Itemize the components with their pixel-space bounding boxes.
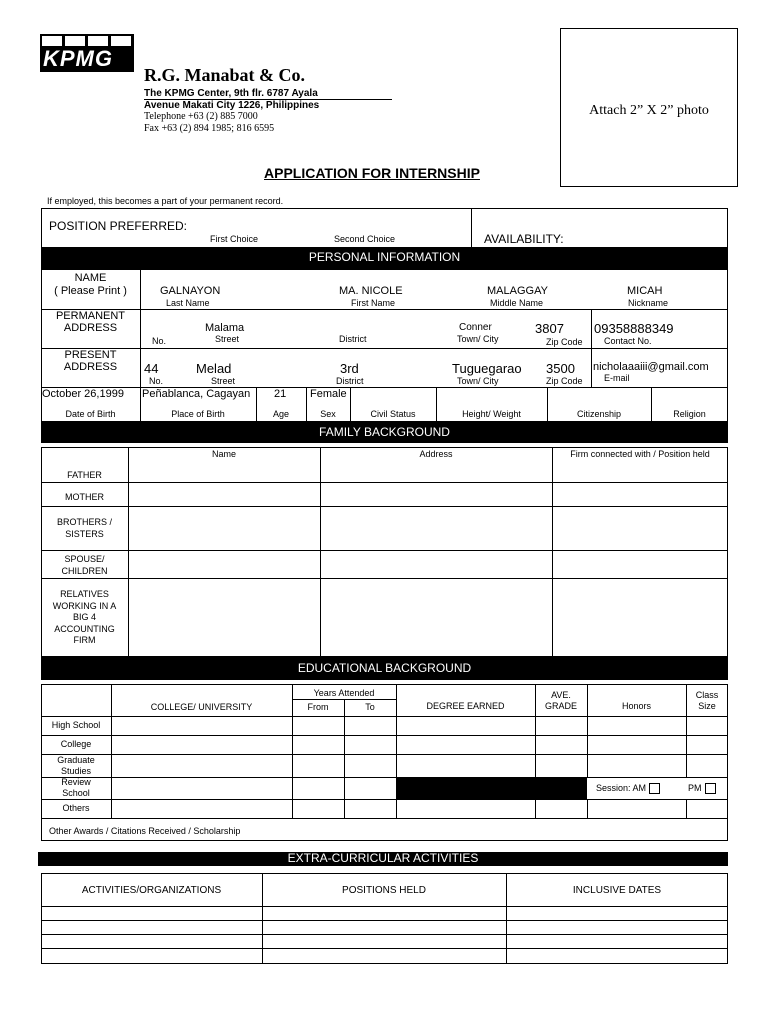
company-name: R.G. Manabat & Co. <box>144 65 305 85</box>
ave-grade-col: AVE. GRADE <box>544 690 577 711</box>
present-no-field[interactable]: 44 <box>144 361 159 376</box>
others-label: Others <box>62 803 90 813</box>
email-label: E-mail <box>604 373 630 383</box>
present-address-label: PRESENT ADDRESS <box>63 349 118 373</box>
kpmg-logo <box>40 34 134 72</box>
family-name-col: Name <box>211 449 236 459</box>
present-town-field[interactable]: Tuguegarao <box>452 361 522 376</box>
siblings-label: BROTHERS / SISTERS <box>56 517 112 539</box>
family-firm-col: Firm connected with / Position held <box>570 449 710 459</box>
present-zip-field[interactable]: 3500 <box>546 361 575 376</box>
last-name-label: Last Name <box>166 298 210 308</box>
perm-street-label: Street <box>215 334 240 344</box>
second-choice-field[interactable]: Second Choice <box>334 234 396 244</box>
relatives-label: RELATIVES WORKING IN A BIG 4 ACCOUNTING FIRM <box>52 589 117 645</box>
religion-label: Religion <box>673 409 706 419</box>
nickname-label: Nickname <box>628 298 669 308</box>
perm-district-label: District <box>339 334 367 344</box>
civil-status-label: Civil Status <box>370 409 416 419</box>
middle-name-label: Middle Name <box>490 298 544 308</box>
date-of-birth-field[interactable]: October 26,1999 <box>42 388 124 400</box>
nickname-field[interactable]: MICAH <box>627 285 663 297</box>
class-size-col: Class Size <box>695 690 719 711</box>
fax: Fax +63 (2) 894 1985; 816 6595 <box>144 123 275 134</box>
position-preferred-label: POSITION PREFERRED: <box>49 219 188 233</box>
contact-number-field[interactable]: 09358888349 <box>594 321 674 336</box>
pres-town-label: Town/ City <box>457 376 499 386</box>
permanent-address-label: PERMANENT ADDRESS <box>55 310 126 334</box>
graduate-studies-label: Graduate Studies <box>57 755 95 776</box>
to-col: To <box>365 702 375 712</box>
first-name-field[interactable]: MA. NICOLE <box>339 285 403 297</box>
address-line-1: The KPMG Center, 9th flr. 6787 Ayala <box>144 88 392 100</box>
pres-street-label: Street <box>211 376 236 386</box>
degree-earned-col: DEGREE EARNED <box>426 701 505 711</box>
checkbox-icon[interactable] <box>705 783 716 794</box>
availability-field[interactable]: AVAILABILITY: <box>484 232 564 246</box>
father-label: FATHER <box>67 470 102 480</box>
present-street-field[interactable]: Melad <box>196 361 232 376</box>
first-name-label: First Name <box>351 298 396 308</box>
permanent-zip-field[interactable]: 3807 <box>535 321 564 336</box>
pres-district-label: District <box>336 376 364 386</box>
permanent-record-note: If employed, this becomes a part of your permanent record. <box>47 196 284 206</box>
email-field[interactable]: nicholaaaiii@gmail.com <box>593 361 709 373</box>
personal-info-heading: PERSONAL INFORMATION <box>41 247 728 269</box>
dob-label: Date of Birth <box>65 409 116 419</box>
perm-town-label: Town/ City <box>457 334 499 344</box>
family-address-col: Address <box>419 449 453 459</box>
place-of-birth-field[interactable]: Peñablanca, Cagayan <box>142 388 251 400</box>
perm-no-label: No. <box>152 336 167 346</box>
sex-field[interactable]: Female <box>310 388 347 400</box>
college-label: College <box>60 739 92 749</box>
family-table <box>41 447 728 657</box>
sex-label: Sex <box>320 409 336 419</box>
high-school-label: High School <box>51 720 101 730</box>
years-attended-col: Years Attended <box>313 688 375 698</box>
name-label: NAME ( Please Print ) <box>54 272 127 297</box>
permanent-town-field[interactable]: Conner <box>459 322 492 333</box>
family-background-heading: FAMILY BACKGROUND <box>41 422 728 443</box>
college-university-col: COLLEGE/ UNIVERSITY <box>150 702 253 712</box>
last-name-field[interactable]: GALNAYON <box>160 285 221 297</box>
session-pm-checkbox[interactable]: PM <box>688 783 716 794</box>
honors-col: Honors <box>621 701 651 711</box>
contact-no-label: Contact No. <box>604 336 652 346</box>
from-col: From <box>307 702 329 712</box>
middle-name-field[interactable]: MALAGGAY <box>487 285 548 297</box>
first-choice-field[interactable]: First Choice <box>210 234 259 244</box>
education-heading: EDUCATIONAL BACKGROUND <box>41 657 728 680</box>
photo-box-label: Attach 2” X 2” photo <box>589 103 709 118</box>
activities-col: ACTIVITIES/ORGANIZATIONS <box>81 885 222 896</box>
other-awards-label: Other Awards / Citations Received / Scholarship <box>49 826 241 836</box>
inclusive-dates-col: INCLUSIVE DATES <box>572 885 662 896</box>
present-district-field[interactable]: 3rd <box>340 361 359 376</box>
mother-label: MOTHER <box>65 492 104 502</box>
form-title: APPLICATION FOR INTERNSHIP <box>264 165 480 181</box>
age-field[interactable]: 21 <box>274 388 287 400</box>
age-label: Age <box>272 409 289 419</box>
telephone: Telephone +63 (2) 885 7000 <box>144 111 258 122</box>
address-line-2: Avenue Makati City 1226, Philippines <box>144 100 320 111</box>
perm-zip-label: Zip Code <box>546 337 583 347</box>
spouse-label: SPOUSE/ CHILDREN <box>61 554 108 576</box>
checkbox-icon[interactable] <box>649 783 660 794</box>
review-school-blackout <box>396 777 587 799</box>
review-school-label: Review School <box>61 777 91 798</box>
positions-held-col: POSITIONS HELD <box>342 885 426 896</box>
photo-box[interactable] <box>560 28 738 187</box>
session-am-checkbox[interactable]: Session: AM <box>596 783 660 794</box>
pres-zip-label: Zip Code <box>546 376 583 386</box>
extracurricular-heading: EXTRA-CURRICULAR ACTIVITIES <box>38 852 728 866</box>
permanent-street-field[interactable]: Malama <box>205 322 245 334</box>
kpmg-logo-text: KPMG <box>43 46 113 71</box>
pres-no-label: No. <box>149 376 164 386</box>
citizenship-label: Citizenship <box>576 409 622 419</box>
pob-label: Place of Birth <box>171 409 225 419</box>
height-weight-label: Height/ Weight <box>462 409 521 419</box>
